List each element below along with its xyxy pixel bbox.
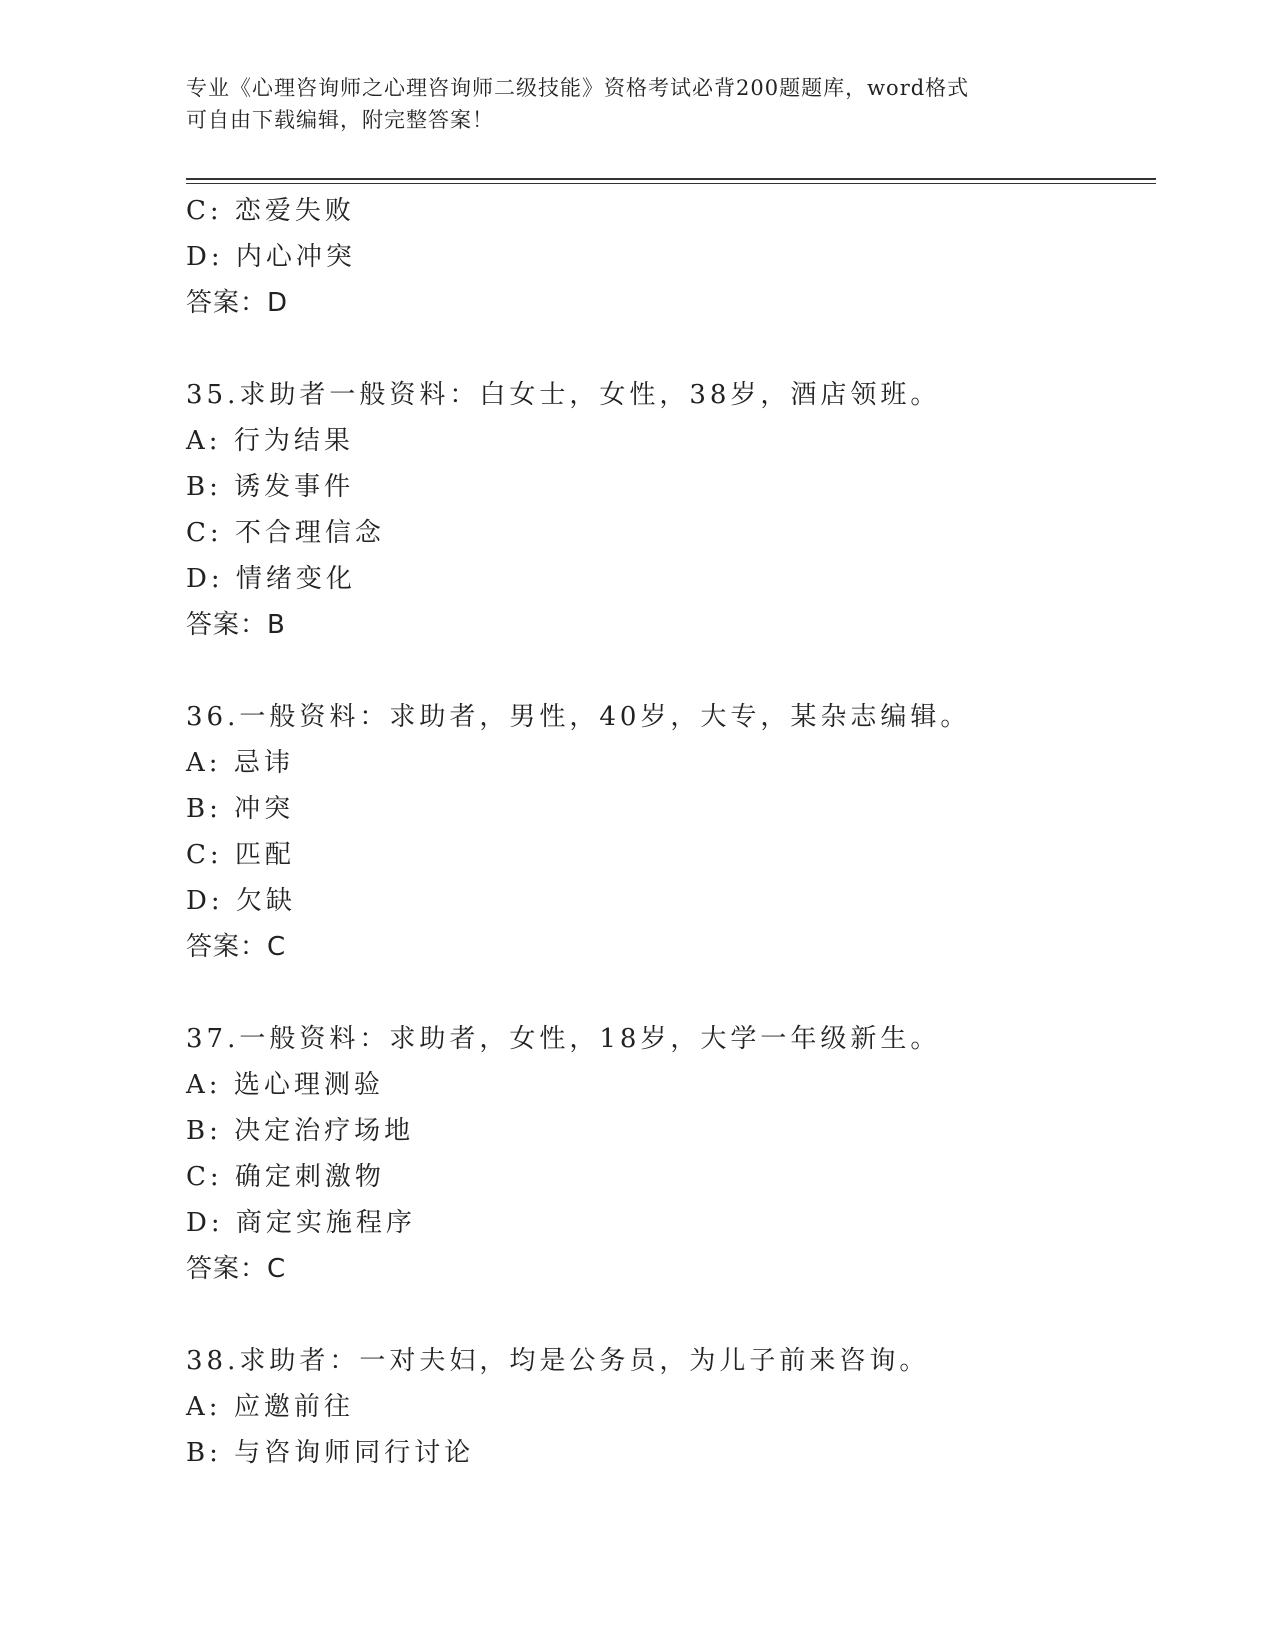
option-text: 选心理测验	[233, 1070, 384, 1100]
option-label: D:	[186, 886, 236, 916]
option-label: D:	[186, 564, 236, 594]
option-text: 不合理信念	[234, 518, 385, 548]
option-label: A:	[186, 426, 234, 456]
option-label: A:	[186, 748, 234, 778]
option-text: 应邀前往	[233, 1392, 354, 1422]
option-text: 内心冲突	[235, 242, 356, 272]
option-text: 忌讳	[233, 748, 294, 778]
option-a	[186, 418, 1156, 464]
option-c	[186, 1154, 1156, 1200]
answer-line: 答案：C	[186, 932, 287, 962]
option-label: B:	[186, 472, 235, 502]
option-text: 诱发事件	[234, 472, 355, 502]
option-text: 行为结果	[233, 426, 354, 456]
question-title: 38.求助者：一对夫妇，均是公务员，为儿子前来咨询。	[186, 1346, 930, 1376]
option-text: 冲突	[234, 794, 295, 824]
option-text: 与咨询师同行讨论	[234, 1438, 475, 1468]
answer-line: 答案：C	[186, 1254, 287, 1284]
option-a	[186, 740, 1156, 786]
header-divider-thick	[186, 178, 1156, 180]
option-c	[186, 832, 1156, 878]
option-c	[186, 510, 1156, 556]
option-text: 欠缺	[235, 886, 296, 916]
answer-line: 答案：D	[186, 288, 289, 318]
option-text: 情绪变化	[235, 564, 356, 594]
option-text: 确定刺激物	[234, 1162, 385, 1192]
option-d	[186, 1200, 1156, 1246]
question-title: 36.一般资料：求助者，男性，40岁，大专，某杂志编辑。	[186, 702, 971, 732]
option-text: 恋爱失败	[234, 196, 355, 226]
option-label: C:	[186, 840, 235, 870]
option-b	[186, 1430, 1156, 1476]
option-label: B:	[186, 1438, 235, 1468]
option-label: D:	[186, 242, 236, 272]
option-d	[186, 556, 1156, 602]
option-label: A:	[186, 1392, 234, 1422]
option-text: 匹配	[234, 840, 295, 870]
option-text: 决定治疗场地	[234, 1116, 415, 1146]
option-label: D:	[186, 1208, 236, 1238]
option-text: 商定实施程序	[235, 1208, 416, 1238]
header-line-2: 可自由下载编辑，附完整答案！	[186, 108, 494, 132]
header-divider-thin	[186, 183, 1156, 184]
option-d	[186, 234, 1156, 280]
option-c	[186, 188, 1156, 234]
option-b	[186, 1108, 1156, 1154]
option-label: B:	[186, 794, 235, 824]
header-line-1: 专业《心理咨询师之心理咨询师二级技能》资格考试必背200题题库，word格式	[186, 76, 970, 100]
option-label: C:	[186, 518, 235, 548]
option-a	[186, 1384, 1156, 1430]
document-header	[186, 72, 1086, 136]
answer-line: 答案：B	[186, 610, 286, 640]
option-a	[186, 1062, 1156, 1108]
option-b	[186, 464, 1156, 510]
question-list	[186, 188, 1156, 1476]
option-label: C:	[186, 1162, 235, 1192]
question-title: 37.一般资料：求助者，女性，18岁，大学一年级新生。	[186, 1024, 941, 1054]
option-label: A:	[186, 1070, 234, 1100]
question-title: 35.求助者一般资料：白女士，女性，38岁，酒店领班。	[186, 380, 941, 410]
option-label: B:	[186, 1116, 235, 1146]
option-label: C:	[186, 196, 235, 226]
option-b	[186, 786, 1156, 832]
option-d	[186, 878, 1156, 924]
